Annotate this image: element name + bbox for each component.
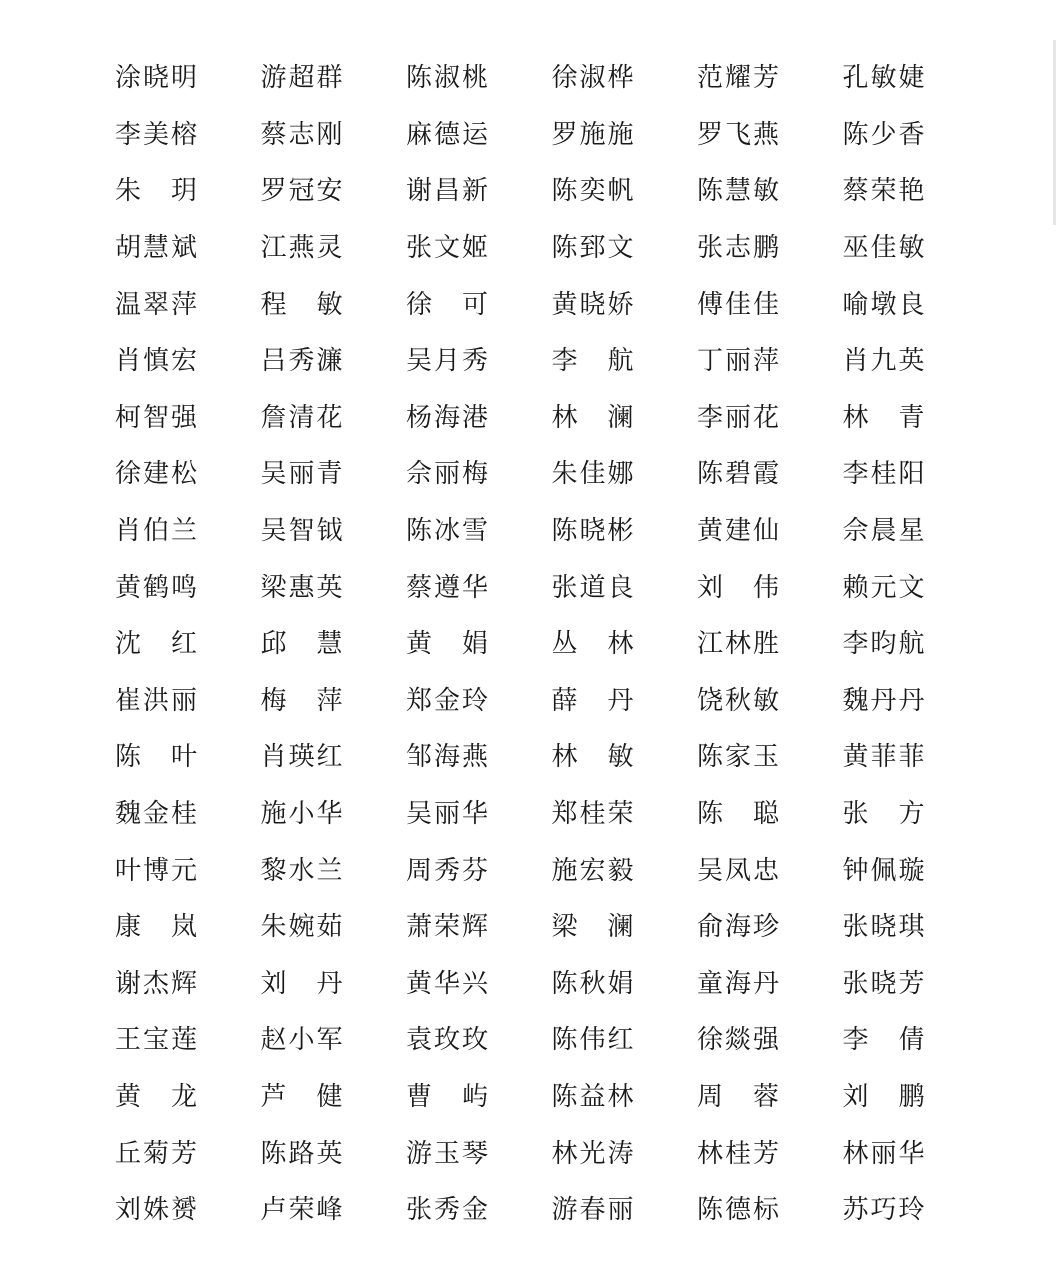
name-entry: 吴 月 秀	[406, 346, 488, 377]
name-entry: 李 倩	[842, 1025, 925, 1056]
name-entry: 刘 姝 赟	[115, 1195, 197, 1226]
name-entry: 施 小 华	[260, 799, 343, 830]
name-entry: 梁 澜	[551, 912, 634, 943]
name-entry: 江 林 胜	[697, 629, 779, 660]
name-entry: 张 志 鹏	[697, 233, 779, 264]
name-entry: 林 桂 芳	[697, 1138, 779, 1169]
name-entry: 胡 慧 斌	[115, 233, 197, 264]
name-entry: 陈 慧 敏	[697, 176, 779, 207]
name-entry: 徐 淑 桦	[551, 63, 634, 94]
name-entry: 程 敏	[260, 289, 343, 320]
name-entry: 罗 施 施	[551, 119, 634, 150]
name-entry: 萧 荣 辉	[406, 912, 488, 943]
name-entry: 康 岚	[115, 912, 197, 943]
name-entry: 刘 鹏	[842, 1081, 925, 1112]
name-entry: 黄 建 仙	[697, 516, 779, 547]
name-entry: 喻 墩 良	[842, 289, 925, 320]
name-entry: 刘 伟	[697, 572, 779, 603]
name-entry: 詹 清 花	[260, 402, 343, 433]
name-entry: 张 道 良	[551, 572, 634, 603]
name-entry: 芦 健	[260, 1081, 343, 1112]
name-entry: 徐 建 松	[115, 459, 197, 490]
name-entry: 黄 鹤 鸣	[115, 572, 197, 603]
name-entry: 丁 丽 萍	[697, 346, 779, 377]
name-entry: 周 秀 芬	[406, 855, 488, 886]
name-entry: 陈 少 香	[842, 119, 925, 150]
name-entry: 丘 菊 芳	[115, 1138, 197, 1169]
name-entry: 苏 巧 玲	[842, 1195, 925, 1226]
name-entry: 麻 德 运	[406, 119, 488, 150]
name-entry: 黄 菲 菲	[842, 742, 925, 773]
name-entry: 童 海 丹	[697, 968, 779, 999]
name-entry: 李 昀 航	[842, 629, 925, 660]
name-entry: 饶 秋 敏	[697, 685, 779, 716]
name-entry: 崔 洪 丽	[115, 685, 197, 716]
name-entry: 张 秀 金	[406, 1195, 488, 1226]
name-entry: 沈 红	[115, 629, 197, 660]
name-entry: 佘 丽 梅	[406, 459, 488, 490]
name-entry: 江 燕 灵	[260, 233, 343, 264]
name-entry: 黄 晓 娇	[551, 289, 634, 320]
name-entry: 陈 碧 霞	[697, 459, 779, 490]
name-entry: 佘 晨 星	[842, 516, 925, 547]
name-entry: 李 航	[551, 346, 634, 377]
name-entry: 施 宏 毅	[551, 855, 634, 886]
name-entry: 徐 燚 强	[697, 1025, 779, 1056]
name-entry: 叶 博 元	[115, 855, 197, 886]
name-entry: 柯 智 强	[115, 402, 197, 433]
name-entry: 朱 婉 茹	[260, 912, 343, 943]
name-entry: 孔 敏 婕	[842, 63, 925, 94]
name-entry: 林 敏	[551, 742, 634, 773]
name-entry: 陈 奕 帆	[551, 176, 634, 207]
name-entry: 林 丽 华	[842, 1138, 925, 1169]
name-entry: 温 翠 萍	[115, 289, 197, 320]
name-entry: 俞 海 珍	[697, 912, 779, 943]
name-entry: 邱 慧	[260, 629, 343, 660]
name-entry: 陈 益 林	[551, 1081, 634, 1112]
name-entry: 徐 可	[406, 289, 488, 320]
name-entry: 林 青	[842, 402, 925, 433]
name-entry: 陈 淑 桃	[406, 63, 488, 94]
name-entry: 魏 丹 丹	[842, 685, 925, 716]
name-entry: 陈 家 玉	[697, 742, 779, 773]
name-entry: 陈 聪	[697, 799, 779, 830]
name-list-grid	[115, 50, 988, 1238]
name-entry: 李 桂 阳	[842, 459, 925, 490]
name-entry: 陈 冰 雪	[406, 516, 488, 547]
name-entry: 游 玉 琴	[406, 1138, 488, 1169]
name-entry: 罗 冠 安	[260, 176, 343, 207]
name-entry: 游 超 群	[260, 63, 343, 94]
name-entry: 罗 飞 燕	[697, 119, 779, 150]
name-entry: 陈 秋 娟	[551, 968, 634, 999]
name-entry: 梁 惠 英	[260, 572, 343, 603]
name-entry: 吴 丽 华	[406, 799, 488, 830]
name-entry: 吕 秀 濂	[260, 346, 343, 377]
name-entry: 丛 林	[551, 629, 634, 660]
name-entry: 肖 慎 宏	[115, 346, 197, 377]
name-entry: 肖 伯 兰	[115, 516, 197, 547]
name-entry: 梅 萍	[260, 685, 343, 716]
name-entry: 张 晓 芳	[842, 968, 925, 999]
name-entry: 郑 桂 荣	[551, 799, 634, 830]
name-entry: 陈 路 英	[260, 1138, 343, 1169]
name-entry: 张 方	[842, 799, 925, 830]
name-entry: 肖 九 英	[842, 346, 925, 377]
name-entry: 林 澜	[551, 402, 634, 433]
name-entry: 周 蓉	[697, 1081, 779, 1112]
name-entry: 刘 丹	[260, 968, 343, 999]
name-entry: 黄 娟	[406, 629, 488, 660]
name-entry: 赖 元 文	[842, 572, 925, 603]
name-entry: 郑 金 玲	[406, 685, 488, 716]
name-entry: 朱 玥	[115, 176, 197, 207]
name-entry: 钟 佩 璇	[842, 855, 925, 886]
name-entry: 吴 智 钺	[260, 516, 343, 547]
name-entry: 蔡 志 刚	[260, 119, 343, 150]
name-entry: 袁 玫 玫	[406, 1025, 488, 1056]
name-entry: 吴 丽 青	[260, 459, 343, 490]
name-entry: 巫 佳 敏	[842, 233, 925, 264]
name-entry: 陈 德 标	[697, 1195, 779, 1226]
name-entry: 邹 海 燕	[406, 742, 488, 773]
name-entry: 曹 屿	[406, 1081, 488, 1112]
name-entry: 陈 晓 彬	[551, 516, 634, 547]
name-entry: 李 丽 花	[697, 402, 779, 433]
name-entry: 魏 金 桂	[115, 799, 197, 830]
name-entry: 陈 郅 文	[551, 233, 634, 264]
name-entry: 游 春 丽	[551, 1195, 634, 1226]
name-entry: 蔡 遵 华	[406, 572, 488, 603]
name-entry: 陈 伟 红	[551, 1025, 634, 1056]
name-entry: 肖 瑛 红	[260, 742, 343, 773]
name-entry: 涂 晓 明	[115, 63, 197, 94]
name-entry: 傅 佳 佳	[697, 289, 779, 320]
name-entry: 黄 华 兴	[406, 968, 488, 999]
name-entry: 黄 龙	[115, 1081, 197, 1112]
name-entry: 王 宝 莲	[115, 1025, 197, 1056]
name-entry: 朱 佳 娜	[551, 459, 634, 490]
name-entry: 林 光 涛	[551, 1138, 634, 1169]
name-entry: 张 文 姬	[406, 233, 488, 264]
name-entry: 卢 荣 峰	[260, 1195, 343, 1226]
name-entry: 张 晓 琪	[842, 912, 925, 943]
name-entry: 吴 凤 忠	[697, 855, 779, 886]
name-entry: 谢 杰 辉	[115, 968, 197, 999]
name-entry: 黎 水 兰	[260, 855, 343, 886]
name-entry: 范 耀 芳	[697, 63, 779, 94]
name-entry: 蔡 荣 艳	[842, 176, 925, 207]
name-entry: 陈 叶	[115, 742, 197, 773]
name-entry: 谢 昌 新	[406, 176, 488, 207]
name-entry: 杨 海 港	[406, 402, 488, 433]
name-entry: 李 美 榕	[115, 119, 197, 150]
name-entry: 薛 丹	[551, 685, 634, 716]
name-entry: 赵 小 军	[260, 1025, 343, 1056]
